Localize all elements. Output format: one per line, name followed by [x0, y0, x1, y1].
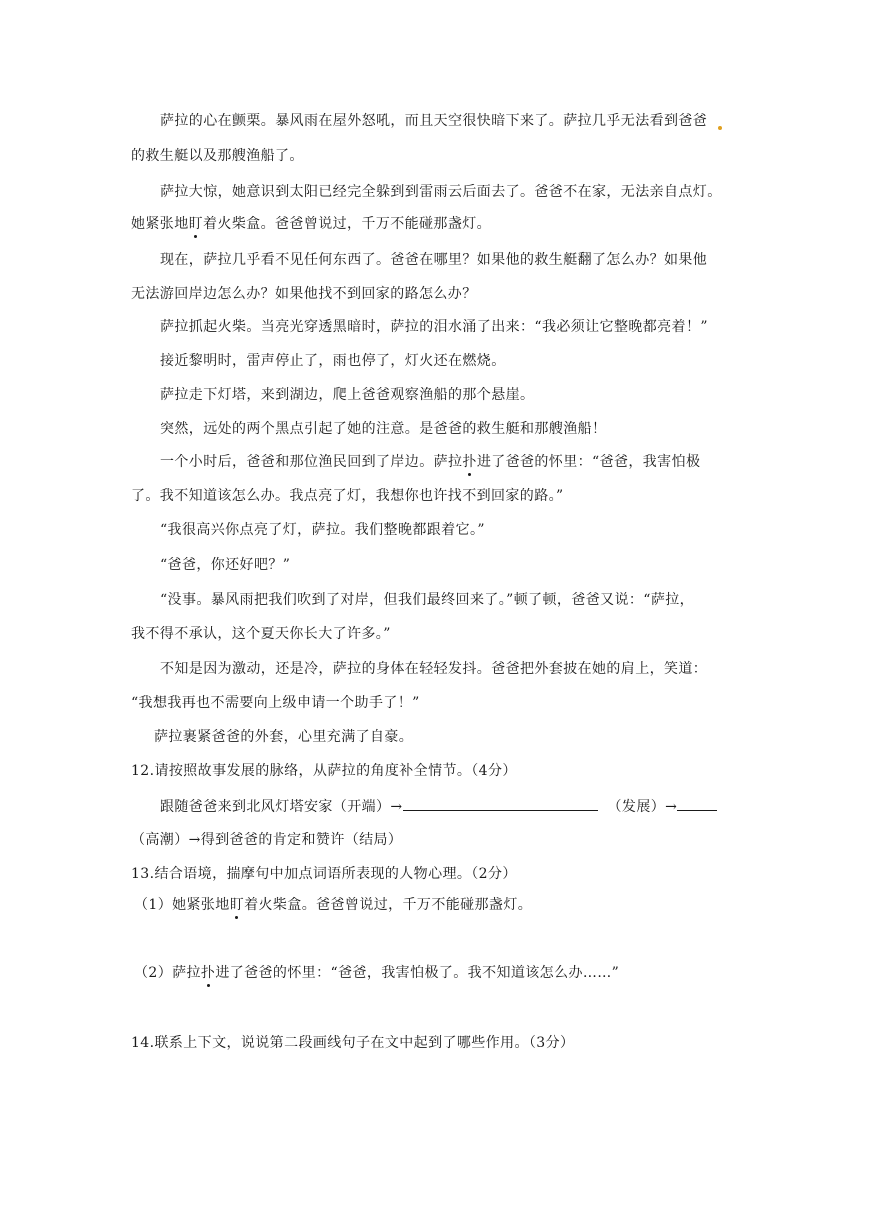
question-title: 13.结合语境，揣摩句中加点词语所表现的人物心理。（2分） — [131, 866, 517, 882]
question-line: 跟随爸爸来到北风灯塔安家（开端）→ （发展）→ — [160, 796, 717, 817]
story-line: 现在，萨拉几乎看不见任何东西了。爸爸在哪里？如果他的救生艇翻了怎么办？如果他 — [160, 252, 708, 268]
story-line: 无法游回岸边怎么办？如果他找不到回家的路怎么办？ — [131, 286, 477, 302]
story-line: 的救生艇以及那艘渔船了。 — [131, 148, 304, 164]
question-title: 14.联系上下文，说说第二段画线句子在文中起到了哪些作用。（3分） — [131, 1035, 575, 1051]
question-line: （高潮）→得到爸爸的肯定和赞许（结局） — [131, 832, 403, 848]
story-line: 她紧张地盯着火柴盒。爸爸曾说过，千万不能碰那盏灯。 — [131, 216, 492, 232]
emphasized-word: 盯 — [188, 216, 204, 232]
story-line: “我想我再也不需要向上级申请一个助手了！” — [131, 695, 420, 711]
story-line: 萨拉走下灯塔，来到湖边，爬上爸爸观察渔船的那个悬崖。 — [160, 387, 535, 403]
question-item: （1）她紧张地盯着火柴盒。爸爸曾说过，千万不能碰那盏灯。 — [134, 897, 533, 913]
story-line: “没事。暴风雨把我们吹到了对岸，但我们最终回来了。”顿了顿，爸爸又说：“萨拉， — [160, 592, 695, 608]
question-item: （2）萨拉扑进了爸爸的怀里：“爸爸，我害怕极了。我不知道该怎么办……” — [134, 965, 620, 981]
emphasized-word: 扑 — [200, 965, 216, 981]
question-title: 12.请按照故事发展的脉络，从萨拉的角度补全情节。（4分） — [131, 763, 517, 779]
story-line: 萨拉的心在颤栗。暴风雨在屋外怒吼，而且天空很快暗下来了。萨拉几乎无法看到爸爸 — [160, 113, 708, 129]
story-line: 萨拉裹紧爸爸的外套，心里充满了自豪。 — [154, 729, 414, 745]
story-line: 了。我不知道该怎么办。我点亮了灯，我想你也许找不到回家的路。” — [131, 488, 564, 504]
story-line: 我不得不承认，这个夏天你长大了许多。” — [131, 626, 391, 642]
story-line: 不知是因为激动，还是冷，萨拉的身体在轻轻发抖。爸爸把外套披在她的肩上，笑道： — [160, 661, 708, 677]
story-line: 一个小时后，爸爸和那位渔民回到了岸边。萨拉扑进了爸爸的怀里：“爸爸，我害怕极 — [160, 454, 701, 470]
emphasized-word: 扑 — [462, 454, 477, 470]
answer-blank[interactable] — [403, 796, 598, 811]
emphasized-word: 盯 — [229, 897, 245, 913]
story-line: “我很高兴你点亮了灯，萨拉。我们整晚都跟着它。” — [160, 522, 485, 538]
story-line: 萨拉大惊，她意识到太阳已经完全躲到到雷雨云后面去了。爸爸不在家，无法亲自点灯。 — [160, 184, 722, 200]
story-line: 接近黎明时，雷声停止了，雨也停了，灯火还在燃烧。 — [160, 353, 506, 369]
story-line: 突然，远处的两个黑点引起了她的注意。是爸爸的救生艇和那艘渔船！ — [160, 421, 607, 437]
answer-blank[interactable] — [677, 796, 717, 811]
story-line: “爸爸，你还好吧？” — [160, 557, 291, 573]
stray-mark — [718, 126, 722, 130]
story-line: 萨拉抓起火柴。当亮光穿透黑暗时，萨拉的泪水涌了出来：“我必须让它整晚都亮着！” — [160, 319, 708, 335]
